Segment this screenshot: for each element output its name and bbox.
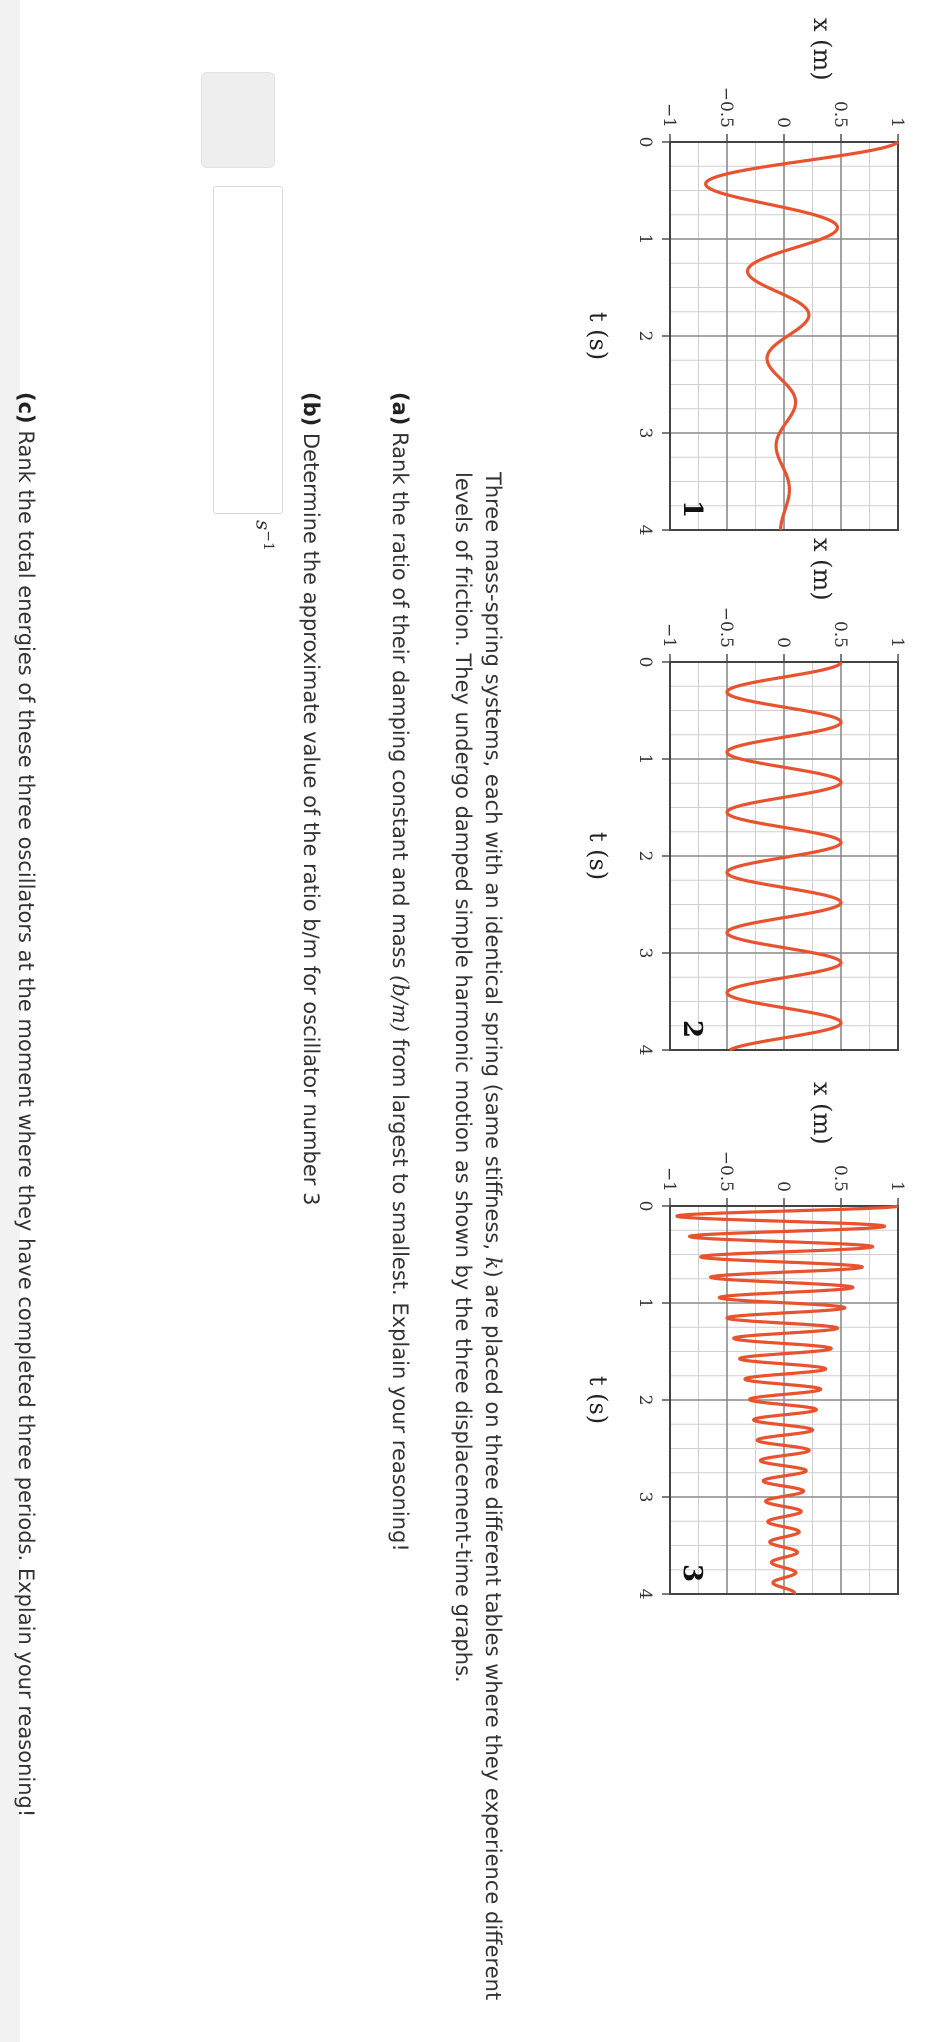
- question-c-label: (c): [14, 392, 38, 424]
- graph-number-label: 1: [677, 500, 707, 519]
- x-tick-label: 3: [635, 1491, 655, 1503]
- question-b-text: Determine the approximate value of the ratio b/m for oscillator number 3: [299, 426, 323, 1206]
- x-tick-label: 3: [635, 947, 655, 959]
- x-tick-label: 0: [635, 656, 655, 668]
- x-tick-label: 2: [635, 330, 655, 342]
- question-a-text-1: Rank the ratio of their damping constant and mass: [388, 425, 412, 976]
- x-tick-label: 0: [635, 136, 655, 148]
- x-tick-label: 2: [635, 850, 655, 862]
- y-tick-label: −0.5: [716, 606, 736, 648]
- intro-math-k: k: [481, 1256, 505, 1270]
- question-b: [299, 392, 323, 1205]
- x-axis-title: t (s): [584, 311, 612, 361]
- x-tick-label: 3: [635, 427, 655, 439]
- graph-oscillator-2: [508, 520, 938, 1080]
- y-tick-label: 1: [887, 1181, 907, 1192]
- chart-svg: [508, 520, 938, 1080]
- y-tick-label: 1: [887, 117, 907, 128]
- x-tick-label: 2: [635, 1394, 655, 1406]
- question-c-text: Rank the total energies of these three oscillators at the moment where they have completed three periods. Explain your reasoning!: [14, 423, 38, 1818]
- unit-exponent: −1: [260, 530, 276, 551]
- graph-oscillator-3: [508, 1064, 938, 1624]
- graph-number-label: 2: [677, 1020, 707, 1039]
- y-tick-label: −0.5: [716, 1150, 736, 1192]
- intro-text-2: ) are placed on three different tables where they experience different levels of friction. They undergo damped simple harmonic motion as shown by the three displacement-time graphs.: [451, 472, 505, 2001]
- x-tick-label: 1: [635, 753, 655, 765]
- y-tick-label: −0.5: [716, 86, 736, 128]
- question-b-label: (b): [299, 392, 323, 427]
- y-tick-label: 0: [773, 637, 793, 648]
- x-axis-title: t (s): [584, 831, 612, 881]
- y-tick-label: 0.5: [830, 100, 850, 128]
- y-tick-label: −1: [659, 622, 679, 648]
- graphs-area: [508, 0, 938, 2042]
- x-tick-label: 0: [635, 1200, 655, 1212]
- y-axis-title: x (m): [808, 538, 836, 601]
- y-tick-label: 0.5: [830, 620, 850, 648]
- question-a-text-2: from largest to smallest. Explain your reasoning!: [388, 1031, 412, 1552]
- question-c: [14, 392, 38, 1817]
- x-axis-title: t (s): [584, 1375, 612, 1425]
- graph-number-label: 3: [677, 1564, 707, 1583]
- answer-action-button[interactable]: [201, 72, 275, 168]
- answer-input-b[interactable]: [213, 186, 283, 514]
- unit-label-b: [251, 520, 276, 551]
- x-tick-label: 4: [635, 1588, 655, 1600]
- y-tick-label: 0: [773, 117, 793, 128]
- problem-intro: [448, 472, 508, 2032]
- x-tick-label: 1: [635, 233, 655, 245]
- y-tick-label: −1: [659, 1166, 679, 1192]
- intro-text-1: Three mass-spring systems, each with an identical spring (same stiffness,: [481, 472, 505, 1257]
- x-tick-label: 4: [635, 524, 655, 536]
- chart-svg: [508, 1064, 938, 1624]
- y-tick-label: 0.5: [830, 1164, 850, 1192]
- question-a-label: (a): [388, 392, 412, 426]
- y-axis-title: x (m): [808, 18, 836, 81]
- y-tick-label: 1: [887, 637, 907, 648]
- x-tick-label: 4: [635, 1044, 655, 1056]
- unit-base: s: [251, 520, 276, 531]
- question-a: [388, 392, 412, 1552]
- graph-oscillator-1: [508, 0, 938, 560]
- question-a-math: (b/m): [388, 975, 412, 1032]
- y-axis-title: x (m): [808, 1082, 836, 1145]
- chart-svg: [508, 0, 938, 560]
- y-tick-label: −1: [659, 102, 679, 128]
- x-tick-label: 1: [635, 1297, 655, 1309]
- y-tick-label: 0: [773, 1181, 793, 1192]
